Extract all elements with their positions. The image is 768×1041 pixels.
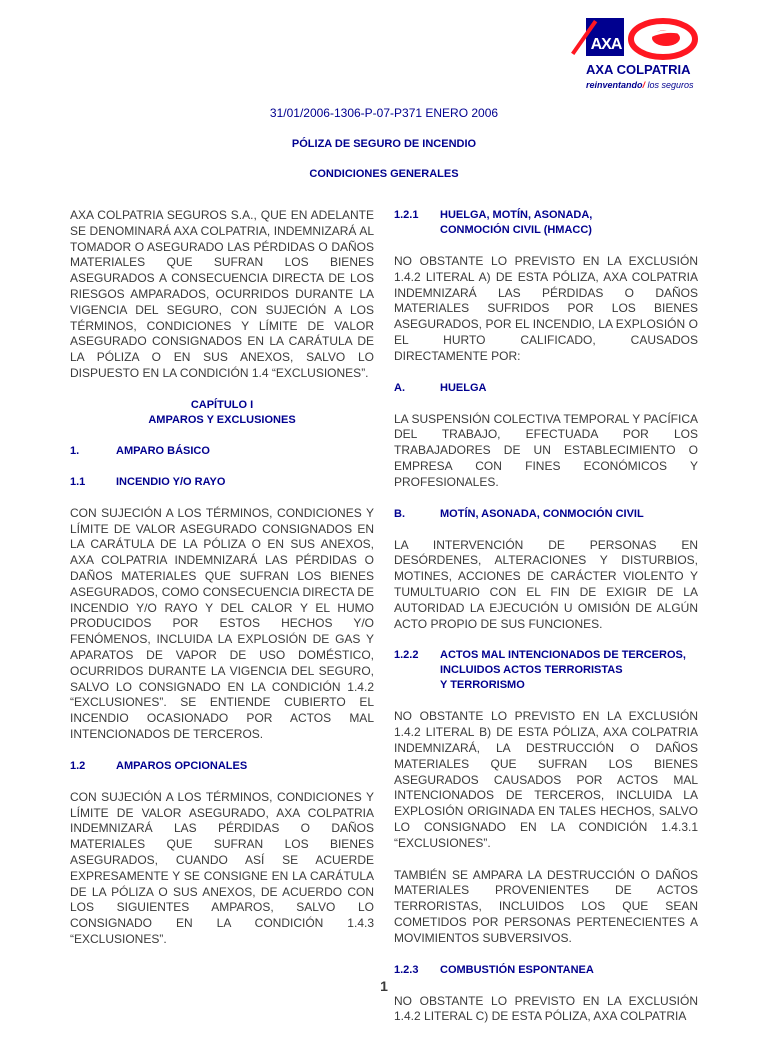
section-title: ACTOS MAL INTENCIONADOS DE TERCEROS, INCLUIDOS ACTOS TERRORISTAS Y TERRORISMO — [440, 649, 686, 692]
section-heading-1-2-3 — [394, 963, 698, 978]
subsection-b-paragraph: LA INTERVENCIÓN DE PERSONAS EN DESÓRDENES, ALTERACIONES Y DISTURBIOS, MOTINES, ACCIONES DE CARÁCTER VIOLENTO Y TUMULTUARIO CON EL FIN DE EXIGIR DE LA AUTORIDAD LA EJECUCIÓN U OMISIÓN DE ALGÚN ACTO PROPIO DE SUS FUNCIONES. — [394, 537, 698, 631]
section-heading-1-1 — [70, 475, 374, 490]
axa-logo-mark: AXA — [590, 36, 622, 53]
section-title: AMPAROS OPCIONALES — [116, 759, 248, 772]
left-column — [70, 208, 374, 964]
intro-paragraph: AXA COLPATRIA SEGUROS S.A., QUE EN ADELANTE SE DENOMINARÁ AXA COLPATRIA, INDEMNIZARÁ AL TOMADOR O ASEGURADO LAS PÉRDIDAS O DAÑOS MATERIALES QUE SUFRAN LOS BIENES ASEGURADOS A CONSECUENCIA DIRECTA DE LOS RIESGOS AMPARADOS, OCURRIDOS DURANTE LA VIGENCIA DEL SEGURO, CON SUJECIÓN A LOS TÉRMINOS, CONDICIONES Y LÍMITE DE VALOR ASEGURADO CONSIGNADOS EN LA CARÁTULA DE LA PÓLIZA O EN SUS ANEXOS, SALVO LO DISPUESTO EN LA CONDICIÓN 1.4 “EXCLUSIONES”. — [70, 208, 374, 380]
section-number: 1.2 — [70, 759, 86, 772]
chapter-number: CAPÍTULO I — [190, 398, 254, 411]
section-title: COMBUSTIÓN ESPONTANEA — [440, 963, 594, 976]
page-number: 1 — [380, 978, 388, 994]
section-1-2-2-paragraph-1: NO OBSTANTE LO PREVISTO EN LA EXCLUSIÓN 1.4.2 LITERAL B) DE ESTA PÓLIZA, AXA COLPATRIA INDEMNIZARÁ, LA DESTRUCCIÓN O DAÑOS MATERIALES QUE SUFRAN LOS BIENES ASEGURADOS CAUSADOS POR ACTOS MAL INTENCIONADOS DE TERCEROS, INCLUIDA LA EXPLOSIÓN ORIGINADA EN TALES HECHOS, SALVO LO CONSIGNADO EN LA CONDICIÓN 1.4.3.1 “EXCLUSIONES”. — [394, 709, 698, 850]
section-title: INCENDIO Y/O RAYO — [116, 475, 226, 488]
section-number: A. — [394, 381, 405, 394]
section-1-2-paragraph: CON SUJECIÓN A LOS TÉRMINOS, CONDICIONES Y LÍMITE DE VALOR ASEGURADO, AXA COLPATRIA INDEMNIZARÁ LAS PÉRDIDAS O DAÑOS MATERIALES QUE SUFRAN LOS BIENES ASEGURADOS, CUANDO ASÍ SE ACUERDE EXPRESAMENTE Y SE CONSIGNE EN LA CARÁTULA DE LA PÓLIZA O SUS ANEXOS, DE ACUERDO CON LOS SIGUIENTES AMPAROS, SALVO LO CONSIGNADO EN LA CONDICIÓN 1.4.3 “EXCLUSIONES”. — [70, 789, 374, 946]
section-1-2-2-paragraph-2: TAMBIÉN SE AMPARA LA DESTRUCCIÓN O DAÑOS MATERIALES PROVENIENTES DE ACTOS TERRORISTAS, INCLUIDOS LOS QUE SEAN COMETIDOS POR PERSONAS PERTENECIENTES A MOVIMIENTOS SUBVERSIVOS. — [394, 867, 698, 945]
subsection-heading-a — [394, 381, 698, 396]
right-column — [394, 208, 698, 1041]
colpatria-swirl-icon — [628, 18, 698, 60]
section-heading-1-2-1 — [394, 208, 698, 238]
subsection-heading-b — [394, 507, 698, 522]
section-number: 1. — [70, 444, 80, 457]
section-title: HUELGA — [440, 381, 487, 394]
section-1-1-paragraph: CON SUJECIÓN A LOS TÉRMINOS, CONDICIONES Y LÍMITE DE VALOR ASEGURADO CONSIGNADOS EN LA CARÁTULA DE LA PÓLIZA O EN SUS ANEXOS, AXA COLPATRIA INDEMNIZARÁ LAS PÉRDIDAS O DAÑOS MATERIALES QUE SUFRAN LOS BIENES ASEGURADOS, COMO CONSECUENCIA DIRECTA DE INCENDIO Y/O RAYO Y DEL CALOR Y EL HUMO PRODUCIDOS POR ESTOS HECHOS Y/O FENÓMENOS, INCLUIDA LA EXPLOSIÓN DE GAS Y APARATOS DE VAPOR DE USO DOMÉSTICO, OCURRIDOS DURANTE LA VIGENCIA DEL SEGURO, SALVO LO CONSIGNADO EN LA CONDICIÓN 1.4.2 “EXCLUSIONES”. SE ENTIENDE CUBIERTO EL INCENDIO OCASIONADO POR ACTOS MAL INTENCIONADOS DE TERCEROS. — [70, 505, 374, 741]
document-subtitle: CONDICIONES GENERALES — [309, 168, 459, 180]
section-1-2-3-paragraph: NO OBSTANTE LO PREVISTO EN LA EXCLUSIÓN 1.4.2 LITERAL C) DE ESTA PÓLIZA, AXA COLPATRIA — [394, 993, 698, 1024]
chapter-title: AMPAROS Y EXCLUSIONES — [148, 413, 296, 426]
section-heading-1-2-2 — [394, 648, 698, 693]
section-number: 1.2.1 — [394, 209, 419, 221]
logo-tagline: reinventando/ los seguros — [586, 80, 694, 90]
document-reference: 31/01/2006-1306-P-07-P371 ENERO 2006 — [269, 106, 499, 120]
document-title: PÓLIZA DE SEGURO DE INCENDIO — [291, 138, 477, 150]
section-heading-1 — [70, 444, 374, 459]
section-title: MOTÍN, ASONADA, CONMOCIÓN CIVIL — [440, 507, 644, 520]
logo-brand-name: AXA COLPATRIA — [586, 62, 691, 77]
section-number: 1.2.3 — [394, 963, 419, 976]
section-number: B. — [394, 507, 405, 520]
section-number: 1.1 — [70, 475, 86, 488]
axa-colpatria-logo — [586, 18, 701, 92]
section-title: HUELGA, MOTÍN, ASONADA, CONMOCIÓN CIVIL (HMACC) — [440, 209, 593, 236]
section-1-2-1-paragraph: NO OBSTANTE LO PREVISTO EN LA EXCLUSIÓN 1.4.2 LITERAL A) DE ESTA PÓLIZA, AXA COLPATRIA INDEMNIZARÁ LAS PÉRDIDAS O DAÑOS MATERIALES SUFRIDOS POR LOS BIENES ASEGURADOS, POR EL INCENDIO, LA EXPLOSIÓN O EL HURTO CALIFICADO, CAUSADOS DIRECTAMENTE POR: — [394, 254, 698, 363]
subsection-a-paragraph: LA SUSPENSIÓN COLECTIVA TEMPORAL Y PACÍFICA DEL TRABAJO, EFECTUADA POR LOS TRABAJADORES DE UN ESTABLECIMIENTO O EMPRESA CON FINES ECONÓMICOS Y PROFESIONALES. — [394, 411, 698, 489]
section-number: 1.2.2 — [394, 649, 419, 662]
chapter-heading — [70, 398, 374, 428]
section-heading-1-2 — [70, 759, 374, 774]
section-title: AMPARO BÁSICO — [116, 444, 210, 457]
